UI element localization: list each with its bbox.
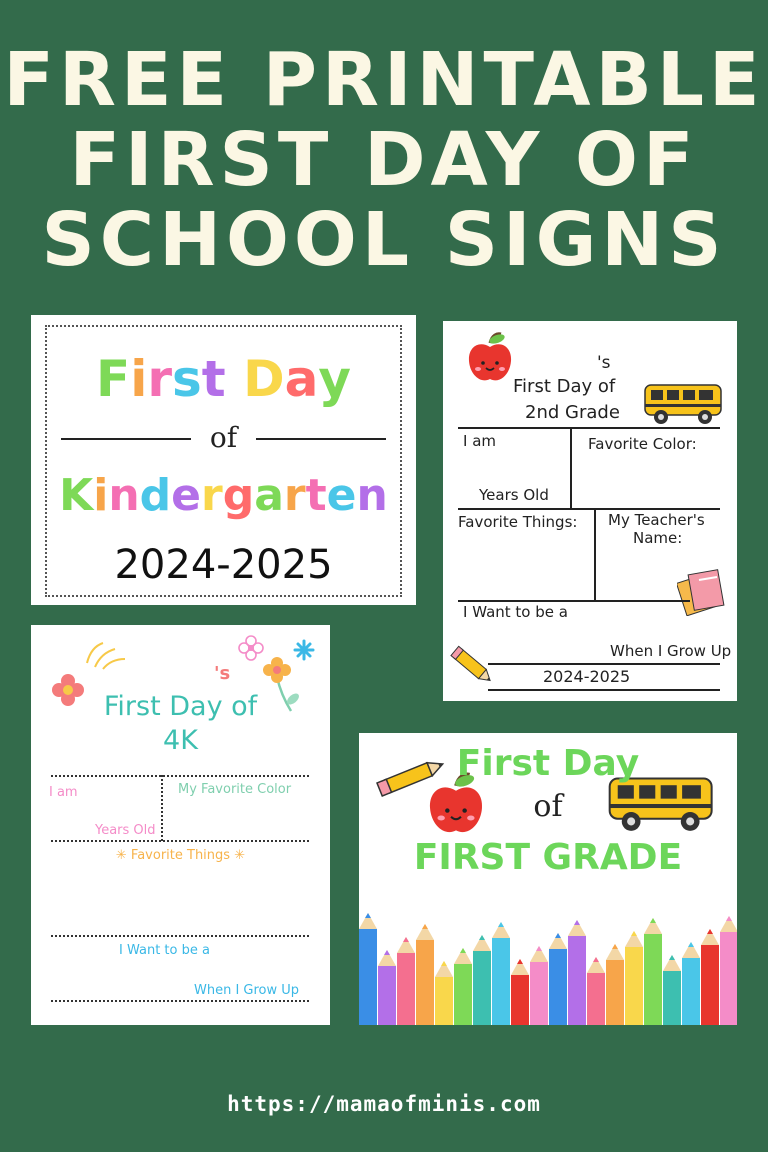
- title-letter: K: [59, 470, 94, 521]
- title-letter: [226, 350, 243, 408]
- second-grade-title-line-2: 2nd Grade: [525, 402, 620, 423]
- dotted-line: [51, 840, 309, 842]
- title-letter: e: [171, 470, 202, 521]
- four-k-title-line-1: First Day of: [103, 691, 258, 722]
- pencil-icon: [449, 643, 499, 691]
- divider-rule-right: [256, 438, 386, 440]
- title-letter: y: [318, 350, 351, 408]
- second-grade-title-line-1: First Day of: [513, 376, 616, 397]
- apple-icon: [465, 331, 515, 386]
- second-grade-favorite-color: Favorite Color:: [588, 435, 697, 453]
- four-k-possessive: 's: [214, 663, 231, 684]
- title-letter: a: [284, 350, 319, 408]
- title-letter: i: [93, 470, 109, 521]
- grid-line: [458, 600, 690, 602]
- second-grade-year: 2024-2025: [543, 667, 631, 686]
- dotted-line: [51, 935, 309, 937]
- four-k-title-line-2: 4K: [163, 725, 198, 756]
- first-grade-title-line-1: First Day: [456, 743, 640, 784]
- title-letter: g: [222, 470, 255, 521]
- four-k-favorite-color: My Favorite Color: [178, 782, 292, 797]
- title-letter: d: [139, 470, 172, 521]
- second-grade-teacher: My Teacher's: [608, 511, 705, 529]
- second-grade-teacher-name: Name:: [633, 529, 683, 547]
- grid-line: [570, 427, 572, 509]
- first-grade-sign[interactable]: [359, 733, 737, 1025]
- second-grade-i-am: I am: [463, 432, 496, 450]
- first-grade-of: of: [533, 789, 563, 824]
- grid-line: [488, 689, 720, 691]
- kindergarten-of-divider: [61, 423, 386, 453]
- headline: [0, 37, 768, 283]
- title-letter: n: [108, 470, 140, 521]
- headline-line-1: FREE PRINTABLE: [3, 37, 765, 123]
- school-bus-icon: [643, 381, 725, 427]
- grid-line: [488, 663, 720, 665]
- title-letter: t: [201, 350, 226, 408]
- headline-line-3: SCHOOL SIGNS: [41, 197, 727, 283]
- title-letter: r: [147, 350, 172, 408]
- four-k-i-am: I am: [49, 785, 78, 800]
- dotted-line: [51, 775, 309, 777]
- second-grade-favorite-things: Favorite Things:: [458, 513, 578, 531]
- kindergarten-title-line-1: [31, 350, 416, 408]
- flower-icon: [236, 633, 266, 663]
- second-grade-grow-up: When I Grow Up: [610, 642, 732, 660]
- four-k-favorite-things: Favorite Things: [130, 848, 231, 863]
- colored-pencils-icon: [359, 883, 737, 1025]
- four-k-grow-up: When I Grow Up: [194, 983, 300, 998]
- title-letter: i: [130, 350, 148, 408]
- footer-url[interactable]: https://mamaofminis.com: [227, 1092, 541, 1116]
- four-k-sign[interactable]: [31, 625, 330, 1025]
- title-letter: r: [283, 470, 306, 521]
- title-letter: n: [356, 470, 388, 521]
- second-grade-years-old: Years Old: [479, 486, 549, 504]
- second-grade-sign[interactable]: [443, 321, 737, 701]
- four-k-want-to-be: I Want to be a: [119, 943, 210, 958]
- grid-line: [458, 508, 720, 510]
- dotted-line: [161, 775, 163, 841]
- dotted-line: [51, 1000, 309, 1002]
- title-letter: D: [243, 350, 285, 408]
- grid-line: [594, 508, 596, 600]
- kindergarten-title-line-2: [31, 470, 416, 521]
- title-letter: t: [305, 470, 327, 521]
- kindergarten-of: of: [209, 421, 238, 454]
- title-letter: e: [326, 470, 357, 521]
- grid-line: [458, 427, 720, 429]
- sparkle-icon: ✳: [115, 848, 127, 863]
- headline-line-2: FIRST DAY OF: [69, 117, 699, 203]
- title-letter: r: [201, 470, 223, 521]
- kindergarten-year: 2024-2025: [114, 542, 333, 588]
- four-k-years-old: Years Old: [95, 823, 156, 838]
- title-letter: a: [254, 470, 284, 521]
- four-k-favorite-things-row: [31, 848, 330, 863]
- notebooks-icon: [677, 566, 727, 616]
- second-grade-possessive: 's: [597, 353, 611, 373]
- title-letter: s: [172, 350, 202, 408]
- title-letter: F: [96, 350, 131, 408]
- sparkle-icon: [81, 633, 131, 673]
- sparkle-icon: ✳: [234, 848, 246, 863]
- kindergarten-sign[interactable]: [31, 315, 416, 605]
- first-grade-title-line-2: FIRST GRADE: [413, 837, 683, 878]
- second-grade-want-to-be: I Want to be a: [463, 603, 568, 621]
